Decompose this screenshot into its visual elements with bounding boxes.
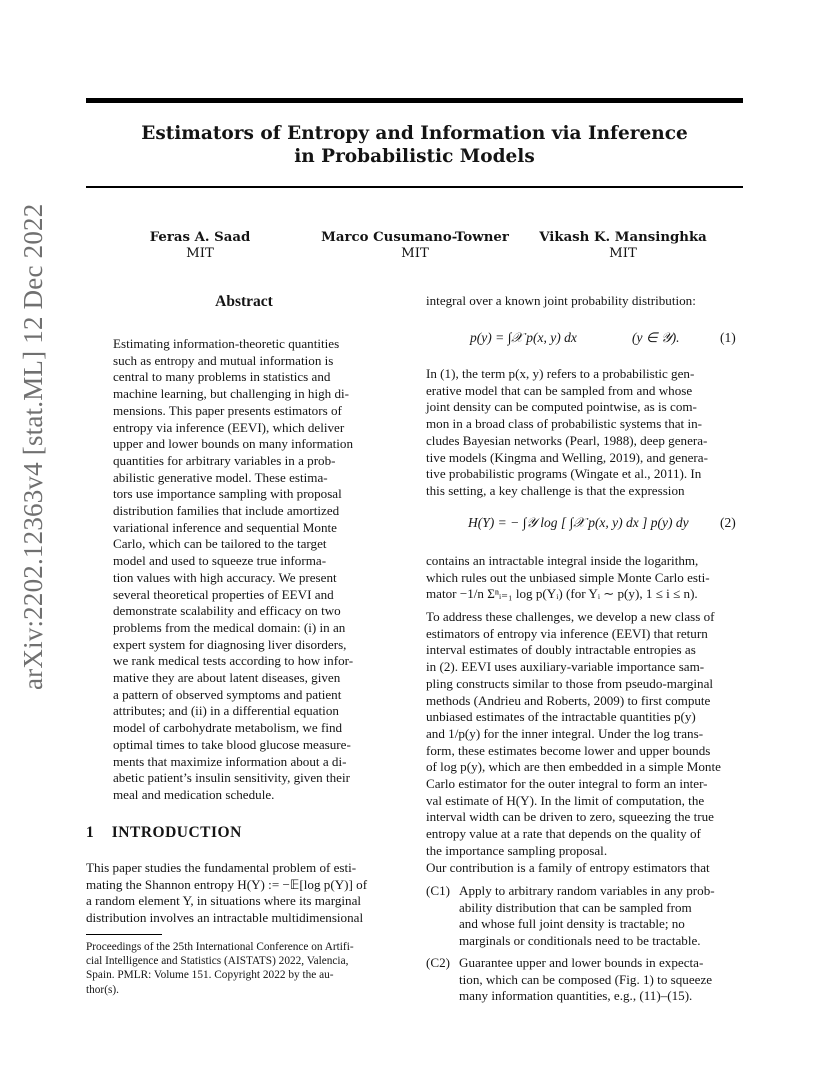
section-title: INTRODUCTION [111,824,242,841]
abstract-line: problems from the medical domain: (i) in an [113,619,346,635]
abstract-line: abilistic generative model. These estima- [113,469,328,485]
equation-1-number: (1) [720,330,736,345]
footnote-rule [86,934,162,935]
text-line: interval width can be driven to zero, squeezing the true [426,809,714,825]
abstract-line: central to many problems in statistics and [113,369,331,385]
intro-line: a random element Y, in situations where its marginal [86,893,362,909]
item-label: (C1) [426,883,451,898]
abstract-line: variational inference and sequential Monte [113,519,337,535]
author-2 [320,230,510,262]
equation-1-condition: (y ∈ 𝒴). [632,330,680,345]
footnote-line: thor(s). [86,983,119,996]
paragraph-2 [426,553,743,603]
contribution-c2 [426,955,743,1009]
abstract-line: expert system for diagnosing liver disorders, [113,636,347,652]
abstract-line: ments that maximize information about a di- [113,753,347,769]
text-line: contains an intractable integral inside the logarithm, [426,553,699,568]
text-line: mon in a broad class of probabilistic systems that in- [426,416,703,432]
section-heading-introduction [86,824,242,842]
item-text [459,883,741,950]
text-line: joint density can be computed pointwise, as is com- [426,399,697,415]
abstract-line: distribution families that include amortized [113,503,340,519]
text-line: tive models (Kingma and Welling, 2019), and genera- [426,449,708,465]
text-line: entropy value at a rate that depends on the quality of [426,826,701,842]
abstract-line: upper and lower bounds on many information [113,436,354,452]
top-rule [86,98,743,103]
text-line: estimators of entropy via inference (EEVI) that return [426,625,708,641]
text-line: erative model that can be sampled from and whose [426,382,693,398]
text-line: which rules out the unbiased simple Monte Carlo esti- [426,569,710,585]
equation-2: H(Y) = − ∫𝒴 log [ ∫𝒳 p(x, y) dx ] p(y) dy [468,515,689,530]
abstract-line: we rank medical tests according to how infor- [113,653,354,669]
footnote-line: Proceedings of the 25th International Conference on Artifi- [86,941,354,953]
text-line: tive probabilistic programs (Wingate et al., 2011). In [426,466,702,482]
abstract-line: model of carbohydrate metabolism, we find [113,720,343,736]
text-line: of log p(y), which are then embedded in a simple Monte [426,759,721,775]
text-line: ability distribution that can be sampled from [459,899,692,915]
text-line: To address these challenges, we develop a new class of [426,609,715,624]
text-line: many information quantities, e.g., (11)–(15). [459,988,693,1004]
right-top-line: integral over a known joint probability distribution: [426,293,696,308]
text-line: marginals or conditionals need to be tractable. [459,933,701,949]
text-line: this setting, a key challenge is that the expression [426,482,685,498]
abstract-body [113,336,375,804]
abstract-line: tion values with high accuracy. We present [113,569,337,585]
abstract-line: tors use importance sampling with proposal [113,486,342,502]
intro-line: distribution involves an intractable multidimensional [86,910,364,926]
arxiv-stamp: arXiv:2202.12363v4 [stat.ML] 12 Dec 2022 [18,203,48,690]
text-line: and whose full joint density is tractable; no [459,916,685,932]
footnote [86,940,402,997]
abstract-line: model and used to squeeze true informa- [113,553,327,569]
author-affiliation: MIT [186,246,214,261]
title-bottom-rule [86,186,743,188]
paragraph-1 [426,366,743,500]
author-1 [130,230,270,262]
text-line: form, these estimates become lower and upper bounds [426,742,711,758]
abstract-line: a pattern of observed symptoms and patient [113,686,342,702]
footnote-line: Spain. PMLR: Volume 151. Copyright 2022 by the au- [86,969,334,982]
author-name: Feras A. Saad [149,230,251,245]
equation-1: p(y) = ∫𝒳 p(x, y) dx [470,330,577,345]
equation-2-number: (2) [720,515,736,530]
author-3 [538,230,708,262]
text-line: tion, which can be composed (Fig. 1) to squeeze [459,971,713,987]
item-text [459,955,741,1005]
author-name: Vikash K. Mansinghka [539,230,707,245]
footnote-line: cial Intelligence and Statistics (AISTATS) 2022, Valencia, [86,955,349,968]
item-label: (C2) [426,955,451,970]
text-line: Apply to arbitrary random variables in any prob- [459,883,715,898]
text-line: cludes Bayesian networks (Pearl, 1988), deep genera- [426,432,708,448]
title-line-2: in Probabilistic Models [294,146,535,167]
title-line-1: Estimators of Entropy and Information via Inference [141,123,688,144]
abstract-heading: Abstract [215,293,273,310]
author-affiliation: MIT [401,246,429,261]
text-line: Carlo estimator for the outer integral to form an inter- [426,776,708,792]
text-line: val estimate of H(Y). In the limit of computation, the [426,792,705,808]
author-name: Marco Cusumano-Towner [321,230,509,245]
abstract-line: mative they are about latent diseases, given [113,670,341,686]
abstract-line: quantities for arbitrary variables in a prob- [113,452,336,468]
abstract-line: Estimating information-theoretic quantities [113,336,340,351]
abstract-line: such as entropy and mutual information is [113,352,334,368]
text-line: and 1/p(y) for the inner integral. Under the log trans- [426,725,704,741]
paragraph-4: Our contribution is a family of entropy estimators that [426,860,710,875]
abstract-line: optimal times to take blood glucose measure- [113,736,351,752]
text-line: unbiased estimates of the intractable quantities p(y) [426,709,696,725]
abstract-line: Carlo, which can be tailored to the target [113,536,327,552]
text-line: In (1), the term p(x, y) refers to a probabilistic gen- [426,366,695,381]
paper-title [86,122,743,168]
text-line: the importance sampling proposal. [426,842,608,858]
abstract-line: entropy via inference (EEVI), which deliver [113,419,345,435]
abstract-line: demonstrate scalability and efficacy on two [113,603,341,619]
text-line: pling constructs similar to those from pseudo-marginal [426,675,714,691]
contribution-c1 [426,883,743,953]
text-line: in (2). EEVI uses auxiliary-variable importance sam- [426,659,705,675]
text-line: mator −1/n Σⁿᵢ₌₁ log p(Yᵢ) (for Yᵢ ∼ p(y), 1 ≤ i ≤ n). [426,586,698,602]
section-number: 1 [86,824,95,841]
abstract-line: mensions. This paper presents estimators of [113,402,342,418]
intro-line: mating the Shannon entropy H(Y) := −𝔼[log p(Y)] of [86,876,368,892]
intro-body [86,860,402,927]
text-line: interval estimates of doubly intractable entropies as [426,642,696,658]
abstract-line: attributes; and (ii) in a differential equation [113,703,339,719]
abstract-line: machine learning, but challenging in high di- [113,386,349,402]
text-line: Guarantee upper and lower bounds in expecta- [459,955,704,970]
text-line: methods (Andrieu and Roberts, 2009) to first compute [426,692,711,708]
intro-line: This paper studies the fundamental problem of esti- [86,860,357,875]
abstract-line: meal and medication schedule. [113,786,275,802]
abstract-line: abetic patient’s insulin sensitivity, given their [113,770,350,786]
author-affiliation: MIT [609,246,637,261]
abstract-line: several theoretical properties of EEVI and [113,586,334,602]
paragraph-3 [426,609,743,860]
